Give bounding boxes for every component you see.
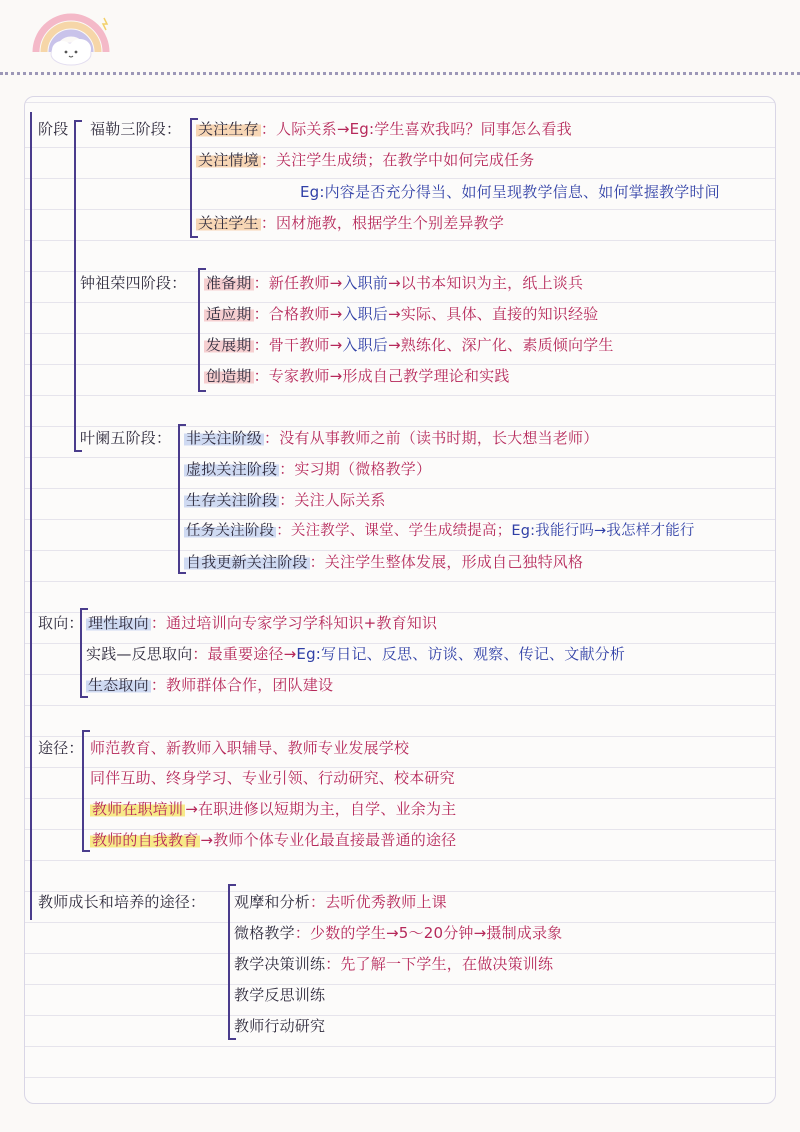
- ways-bracket: [82, 730, 90, 852]
- main-bracket-line: [30, 112, 32, 920]
- dotted-divider: [0, 72, 800, 75]
- ye-item-5: 自我更新关注阶段 ：关注学生整体发展，形成自己独特风格: [186, 553, 584, 571]
- zhong-item-1: 准备期 ：新任教师→入职前→以书本知识为主，纸上谈兵: [206, 274, 584, 292]
- orientation-item-1: 理性取向 ：通过培训向专家学习学科知识+教育知识: [88, 614, 438, 632]
- zhong-label: 钟祖荣四阶段：: [80, 274, 187, 292]
- growth-item-5: 教师行动研究: [234, 1017, 326, 1035]
- growth-item-4: 教学反思训练: [234, 986, 326, 1004]
- ways-item-3: 教师在职培训 →在职进修以短期为主，自学、业余为主: [92, 800, 457, 818]
- ye-label: 叶阑五阶段：: [80, 429, 172, 447]
- zhong-item-4: 创造期 ：专家教师→形成自己教学理论和实践: [206, 367, 510, 385]
- fuller-item-1: 关注生存 ：人际关系→Eg:学生喜欢我吗？同事怎么看我: [198, 120, 572, 138]
- growth-item-2: 微格教学：少数的学生→5～20分钟→摄制成录象: [234, 924, 563, 942]
- ye-item-3: 生存关注阶段 ：关注人际关系: [186, 491, 386, 509]
- growth-item-1: 观摩和分析：去听优秀教师上课: [234, 893, 447, 911]
- ye-item-2: 虚拟关注阶段 ：实习期（微格教学）: [186, 460, 432, 478]
- growth-item-3: 教学决策训练：先了解一下学生，在做决策训练: [234, 955, 554, 973]
- ways-item-2: 同伴互助、终身学习、专业引领、行动研究、校本研究: [90, 769, 455, 787]
- orientation-item-2: 实践—反思取向：最重要途径→Eg:写日记、反思、访谈、观察、传记、文献分析: [86, 645, 626, 663]
- ways-item-4: 教师的自我教育 →教师个体专业化最直接最普通的途径: [92, 831, 457, 849]
- notes-card: [24, 96, 776, 1104]
- zhong-item-3: 发展期 ：骨干教师→入职后→熟练化、深广化、素质倾向学生: [206, 336, 614, 354]
- ye-item-1: 非关注阶级 ：没有从事教师之前（读书时期，长大想当老师）: [186, 429, 599, 447]
- growth-title: 教师成长和培养的途径：: [38, 893, 206, 911]
- stages-title: 阶段: [38, 120, 69, 138]
- ways-item-1: 师范教育、新教师入职辅导、教师专业发展学校: [90, 739, 410, 757]
- fuller-item-2: 关注情境 ：关注学生成绩；在教学中如何完成任务: [198, 151, 535, 169]
- ways-title: 途径：: [38, 739, 84, 757]
- fuller-item-3: 关注学生 ：因材施教，根据学生个别差异教学: [198, 214, 505, 232]
- rainbow-cloud-icon: [26, 8, 116, 68]
- fuller-label: 福勒三阶段：: [90, 120, 182, 138]
- fuller-item-2-example: Eg:内容是否充分得当、如何呈现教学信息、如何掌握教学时间: [300, 183, 720, 201]
- ye-item-4: 任务关注阶段 ：关注教学、课堂、学生成绩提高；Eg:我能行吗→我怎样才能行: [186, 523, 695, 539]
- zhong-item-2: 适应期 ：合格教师→入职后→实际、具体、直接的知识经验: [206, 305, 599, 323]
- orientation-title: 取向：: [38, 614, 84, 632]
- orientation-item-3: 生态取向 ：教师群体合作，团队建设: [88, 676, 334, 694]
